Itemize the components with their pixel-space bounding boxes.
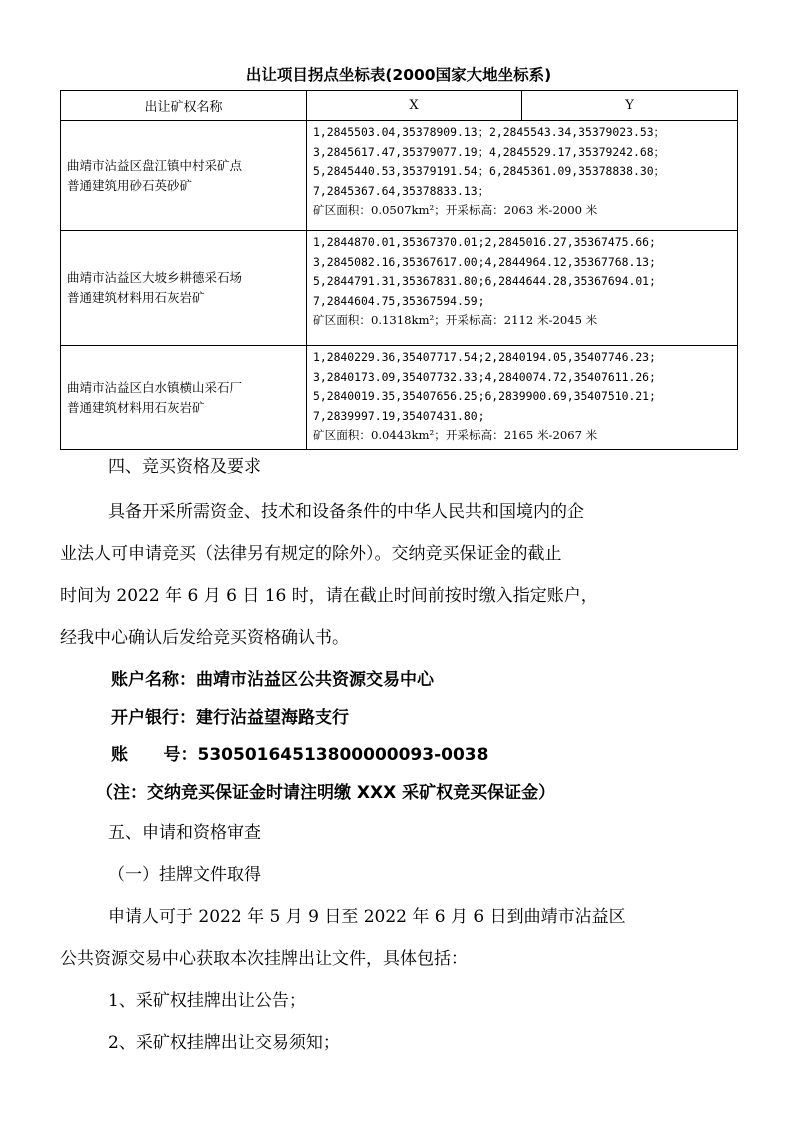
coordinate-line: 5,2845440.53,35379191.54；6,2845361.09,35378838.30； xyxy=(313,164,665,178)
coordinate-line: 1,2840229.36,35407717.54;2,2840194.05,35407746.23; xyxy=(313,350,656,364)
table-title: 出让项目拐点坐标表(2000国家大地坐标系) xyxy=(245,66,552,84)
coordinate-line: 3,2840173.09,35407732.33;4,2840074.72,35407611.26; xyxy=(313,369,656,384)
list-item: 1、采矿权挂牌出让公告； xyxy=(108,991,306,1011)
section-heading: 五、申请和资格审查 xyxy=(108,823,261,843)
section-heading: 四、竞买资格及要求 xyxy=(108,457,261,477)
mine-name-cell xyxy=(61,121,307,231)
coordinate-line: 3,2845082.16,35367617.00;4,2844964.12,35367768.13; xyxy=(313,254,656,269)
coordinate-line: 7,2845367.64,35378833.13； xyxy=(313,183,489,198)
area-elevation-line: 矿区面积：0.0443km²；开采标高：2165 米-2067 米 xyxy=(313,428,598,442)
coordinate-line: 3,2845617.47,35379077.19；4,2845529.17,35379242.68； xyxy=(313,144,665,159)
area-elevation-line: 矿区面积：0.0507km²；开采标高：2063 米-2000 米 xyxy=(313,203,598,217)
table-row xyxy=(61,121,738,231)
coordinate-line: 7,2844604.75,35367594.59; xyxy=(313,293,485,308)
bank-name: 开户银行：建行沾益望海路支行 xyxy=(111,708,349,728)
header-x: X xyxy=(307,91,522,121)
coordinate-line: 1,2844870.01,35367370.01;2,2845016.27,35367475.66; xyxy=(313,235,656,249)
mine-name-cell xyxy=(61,346,307,450)
coordinate-line: 5,2840019.35,35407656.25;6,2839900.69,35407510.21; xyxy=(313,389,656,403)
area-elevation-line: 矿区面积：0.1318km²；开采标高：2112 米-2045 米 xyxy=(313,313,598,327)
paragraph-line: 申请人可于 2022 年 5 月 9 日至 2022 年 6 月 6 日到曲靖市沾益区 xyxy=(108,907,626,927)
coordinates-cell xyxy=(307,346,738,450)
table-header-row xyxy=(61,91,738,121)
coordinates-cell xyxy=(307,231,738,346)
mine-name-line: 普通建筑用砂石英砂矿 xyxy=(67,177,193,193)
table-row xyxy=(61,346,738,450)
coordinate-line: 7,2839997.19,35407431.80; xyxy=(313,408,485,423)
mine-name-line: 普通建筑材料用石灰岩矿 xyxy=(67,399,205,415)
paragraph-line: 时间为 2022 年 6 月 6 日 16 时，请在截止时间前按时缴入指定账户， xyxy=(60,586,598,606)
paragraph-line: 公共资源交易中心获取本次挂牌出让文件，具体包括： xyxy=(60,949,468,969)
coordinate-line: 5,2844791.31,35367831.80;6,2844644.28,35367694.01; xyxy=(313,274,656,288)
subsection-heading: （一）挂牌文件取得 xyxy=(108,865,261,885)
deposit-note: （注：交纳竞买保证金时请注明缴 XXX 采矿权竞买保证金） xyxy=(96,783,556,803)
paragraph-line: 业法人可申请竞买（法律另有规定的除外）。交纳竞买保证金的截止 xyxy=(60,544,562,564)
coordinate-table xyxy=(60,90,738,450)
coordinates-cell xyxy=(307,121,738,231)
account-name: 账户名称：曲靖市沾益区公共资源交易中心 xyxy=(111,670,434,690)
paragraph-line: 经我中心确认后发给竞买资格确认书。 xyxy=(60,628,349,648)
mine-name-line: 曲靖市沾益区盘江镇中村采矿点 xyxy=(67,157,243,173)
paragraph-line: 具备开采所需资金、技术和设备条件的中华人民共和国境内的企 xyxy=(108,502,584,522)
mine-name-line: 曲靖市沾益区白水镇横山采石厂 xyxy=(67,379,243,395)
mine-name-line: 曲靖市沾益区大坡乡耕德采石场 xyxy=(67,270,243,285)
mine-name-line: 普通建筑材料用石灰岩矿 xyxy=(67,290,205,305)
header-y: Y xyxy=(522,91,738,121)
coordinate-line: 1,2845503.04,35378909.13；2,2845543.34,35379023.53； xyxy=(313,125,665,139)
table-row xyxy=(61,231,738,346)
mine-name-cell xyxy=(61,231,307,346)
header-name: 出让矿权名称 xyxy=(61,91,307,121)
list-item: 2、采矿权挂牌出让交易须知； xyxy=(108,1033,340,1053)
account-number: 账 号：53050164513800000093-0038 xyxy=(111,745,489,765)
